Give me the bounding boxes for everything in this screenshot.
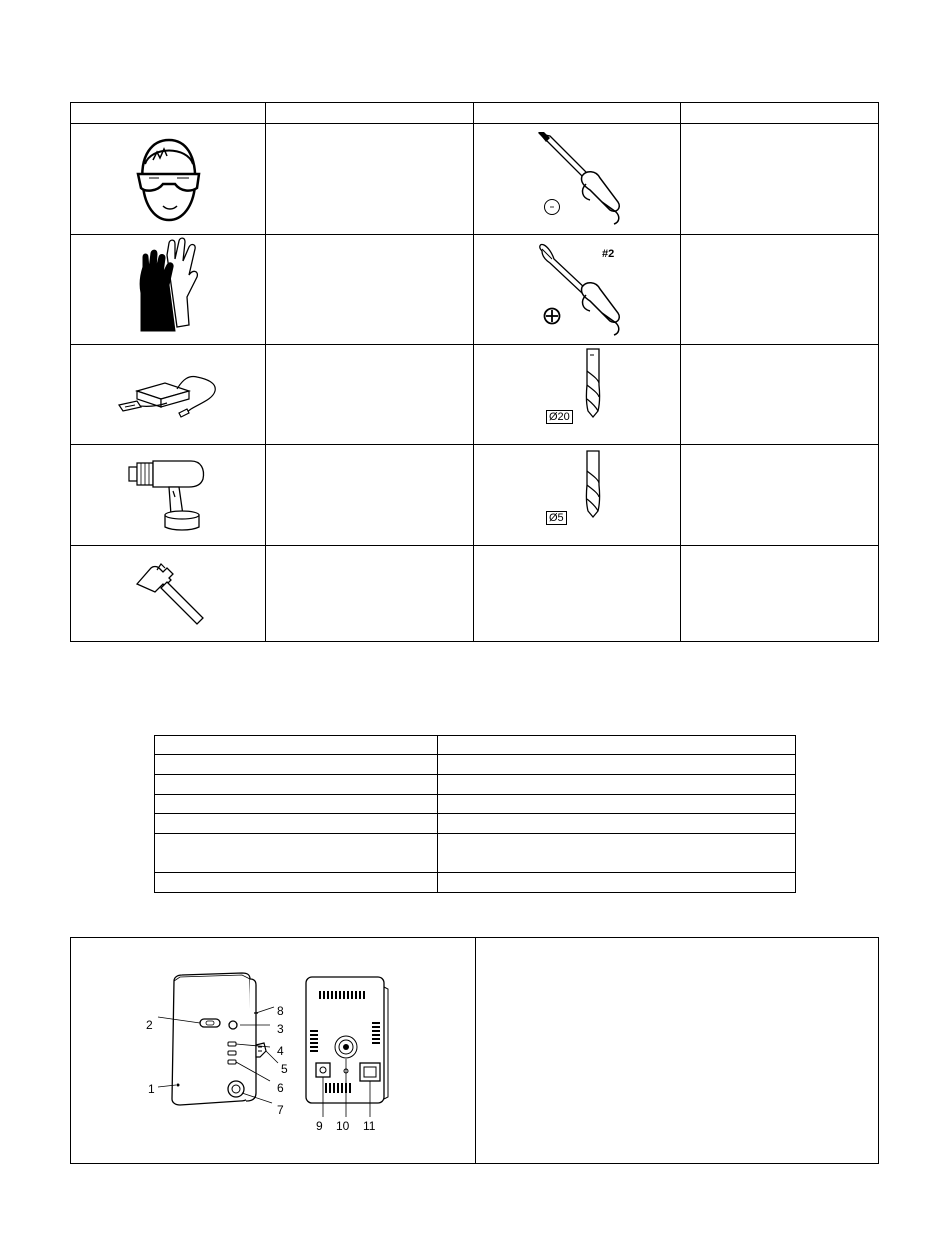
safety-goggles-icon (71, 124, 265, 234)
callout-label: 5 (281, 1062, 288, 1076)
header-cell (474, 103, 680, 123)
callout-label: 10 (336, 1119, 350, 1133)
power-supply-icon (71, 345, 265, 444)
table-row (71, 235, 265, 344)
drill-bit-icon (474, 445, 680, 545)
table-border-bottom (154, 892, 796, 893)
spec-label (155, 795, 437, 813)
callout-label: 9 (316, 1119, 323, 1133)
tool-image-cell (474, 124, 680, 234)
tool-name-cell (266, 124, 473, 234)
tools-table (70, 102, 879, 642)
phillips-size-label: #2 (602, 248, 615, 260)
tool-name-cell (681, 124, 878, 234)
tool-name-cell (266, 546, 473, 641)
power-drill-icon (71, 445, 265, 545)
spec-table (154, 735, 796, 893)
callout-label: 3 (277, 1022, 284, 1036)
spec-label (155, 814, 437, 833)
spec-value (438, 795, 795, 813)
table-border-bottom (70, 641, 879, 642)
drill-bit-icon (474, 345, 680, 444)
spec-value (438, 814, 795, 833)
spec-value (438, 736, 795, 754)
hammer-icon (71, 546, 265, 641)
tool-image-cell (474, 345, 680, 444)
table-row (71, 445, 265, 545)
spec-value (438, 755, 795, 774)
header-cell (681, 103, 878, 123)
tool-image-cell (474, 445, 680, 545)
tool-name-cell (681, 235, 878, 344)
device-figure-box (70, 937, 879, 1164)
tool-image-cell (474, 235, 680, 344)
drill-size-label: Ø5 (546, 511, 567, 525)
tool-image-cell (474, 546, 680, 641)
callout-label: 6 (277, 1081, 284, 1095)
tool-name-cell (266, 445, 473, 545)
spec-value (438, 775, 795, 794)
figure-divider (475, 937, 476, 1164)
table-border-right (795, 735, 796, 893)
callout-label: 8 (277, 1004, 284, 1018)
spec-label (155, 755, 437, 774)
table-row (71, 124, 265, 234)
tool-name-cell (681, 345, 878, 444)
table-row (71, 546, 265, 641)
callout-label: 2 (146, 1018, 153, 1032)
callout-label: 1 (148, 1082, 155, 1096)
callout-label: 11 (363, 1119, 376, 1133)
spec-value (438, 873, 795, 892)
tool-name-cell (681, 546, 878, 641)
table-row (71, 345, 265, 444)
callout-label: 4 (277, 1044, 284, 1058)
tool-name-cell (681, 445, 878, 545)
flat-screwdriver-icon (474, 124, 680, 234)
phillips-screwdriver-icon (474, 235, 680, 344)
spec-label (155, 736, 437, 754)
gloves-icon (71, 235, 265, 344)
drill-size-label: Ø20 (546, 410, 573, 424)
header-cell (71, 103, 265, 123)
tool-name-cell (266, 235, 473, 344)
spec-value (438, 834, 795, 872)
table-border-right (878, 102, 879, 642)
header-cell (266, 103, 473, 123)
spec-label (155, 834, 437, 872)
tool-name-cell (266, 345, 473, 444)
spec-label (155, 775, 437, 794)
callout-label: 7 (277, 1103, 284, 1117)
figure-description (486, 947, 866, 1147)
spec-label (155, 873, 437, 892)
